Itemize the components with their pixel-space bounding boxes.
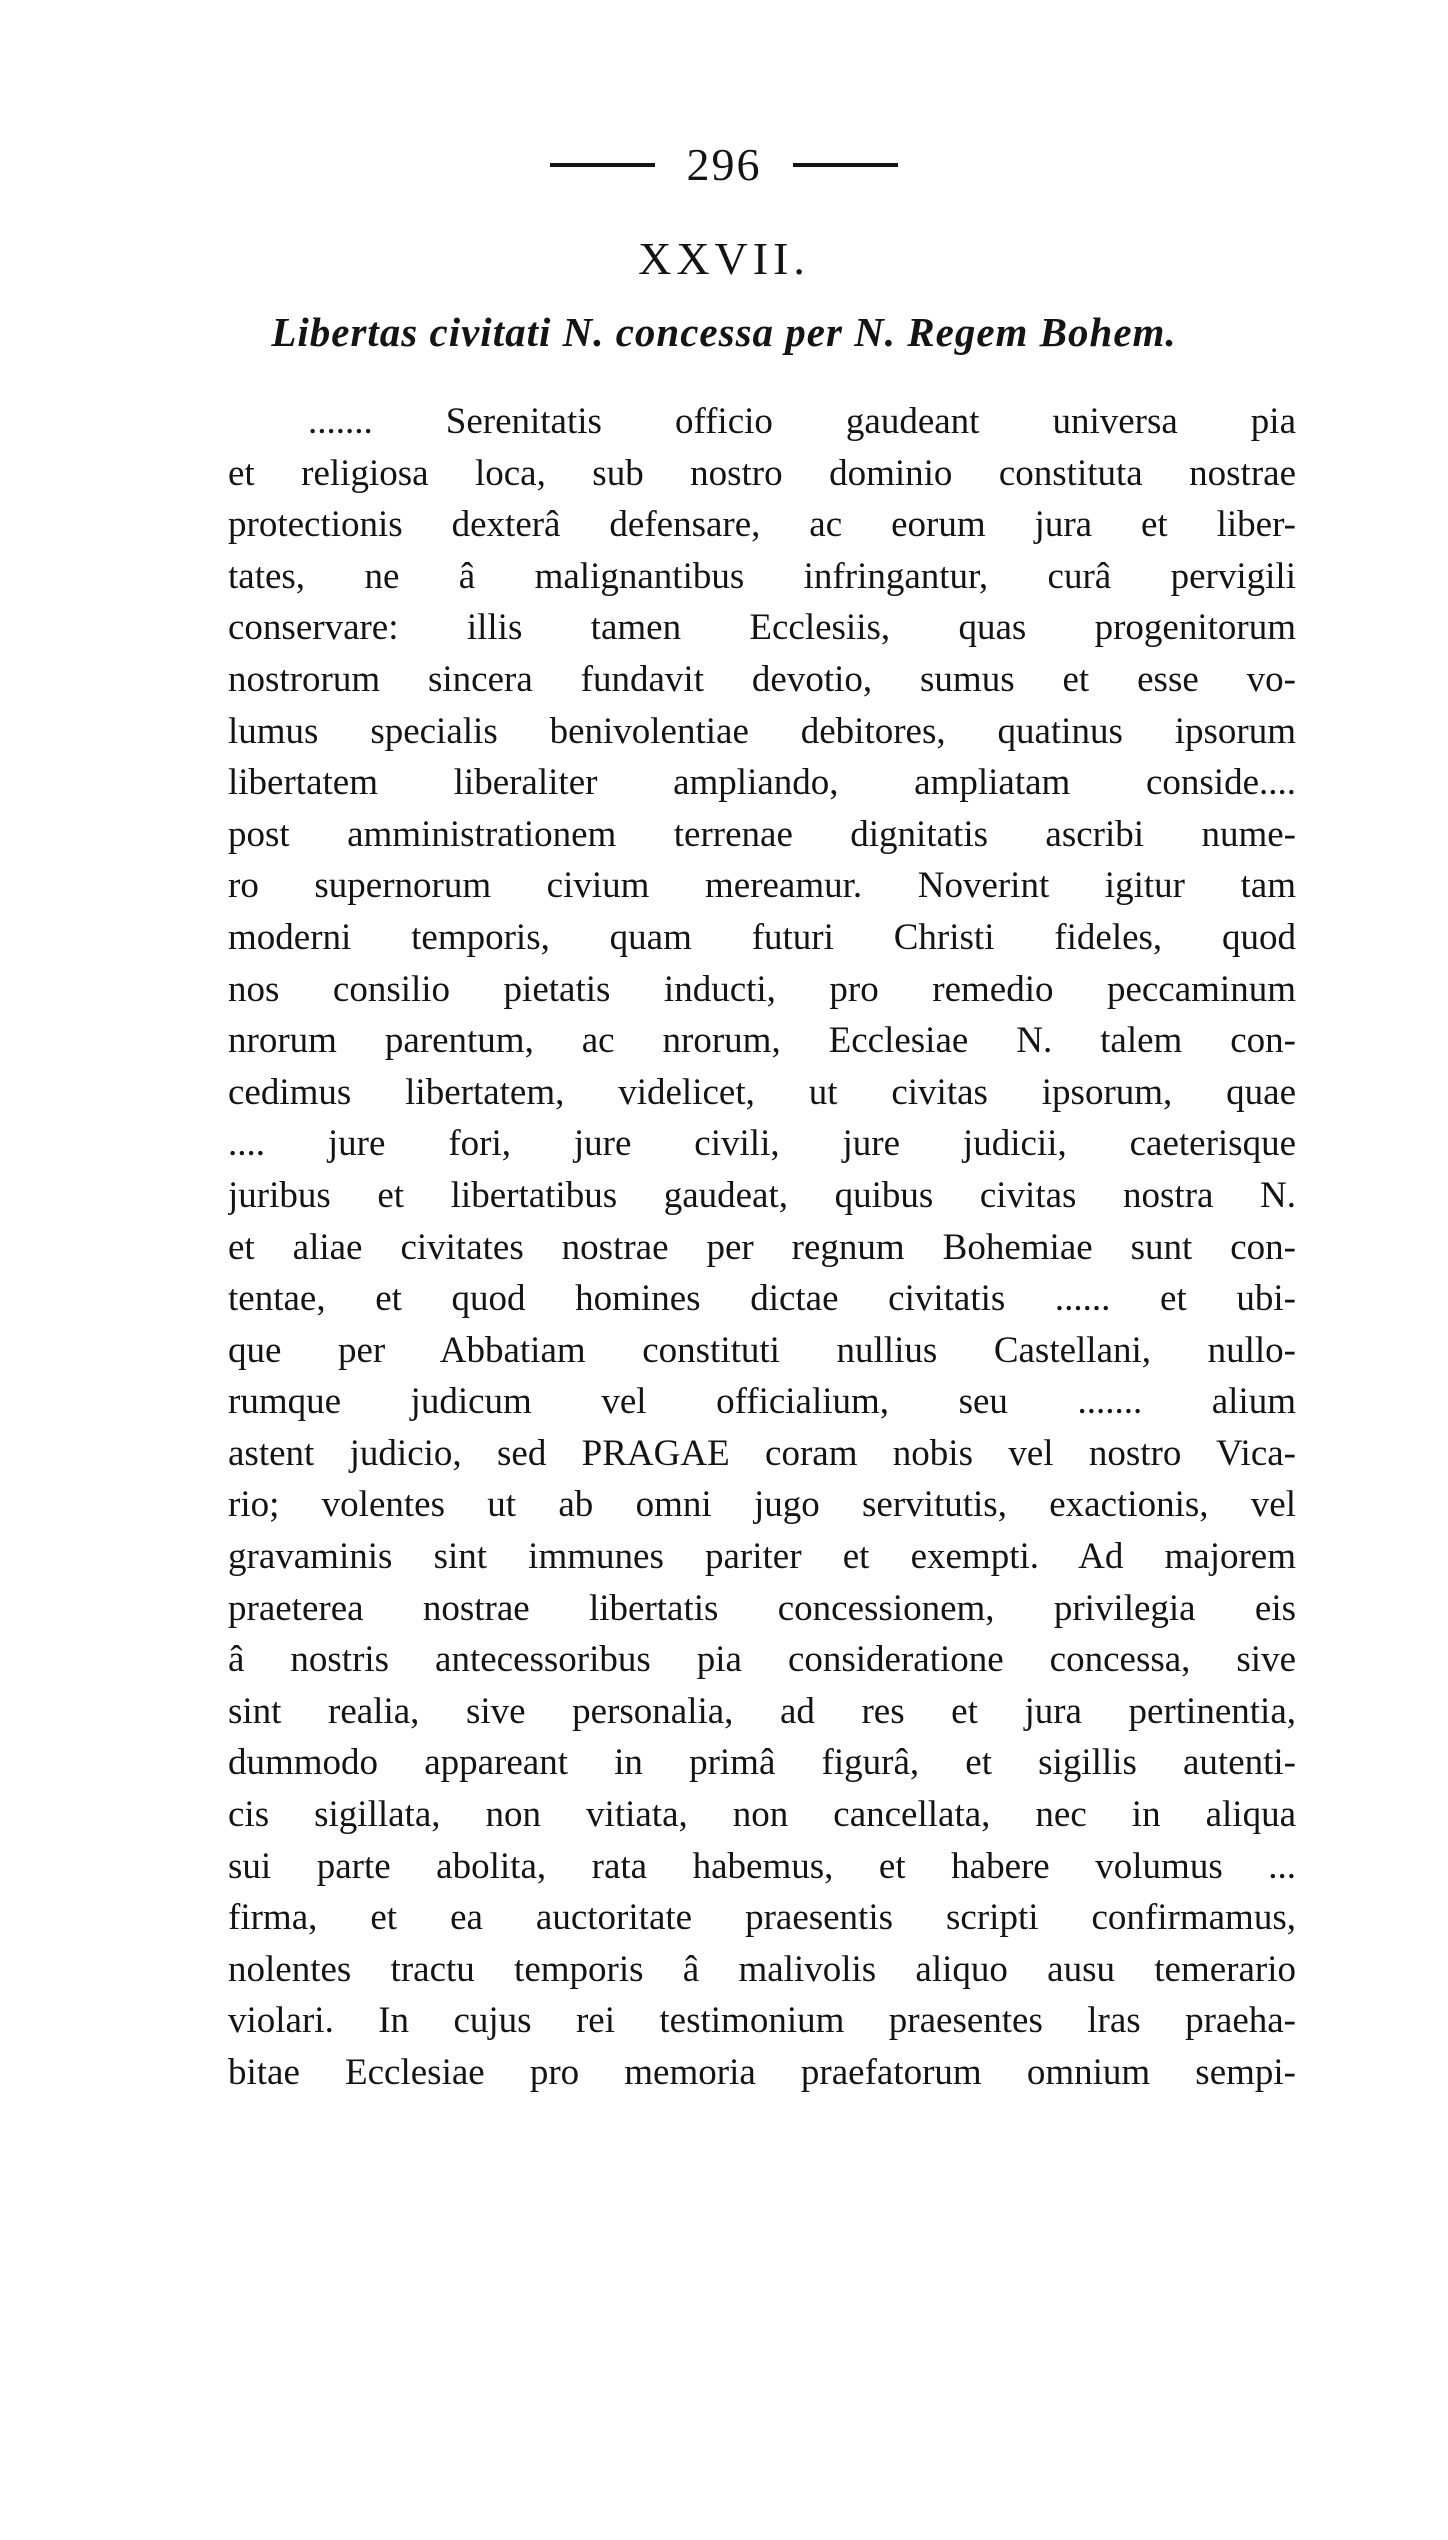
text-line: sui parte abolita, rata habemus, et habere volumus ... — [228, 1845, 1296, 1887]
text-line: juribus et libertatibus gaudeat, quibus civitas nostra N. — [228, 1174, 1296, 1216]
text-line: nostrorum sincera fundavit devotio, sumus et esse vo- — [228, 658, 1296, 700]
text-line: praeterea nostrae libertatis concessionem, privilegia eis — [228, 1587, 1296, 1629]
text-line: tates, ne â malignantibus infringantur, curâ pervigili — [228, 555, 1296, 597]
text-line: firma, et ea auctoritate praesentis scripti confirmamus, — [228, 1897, 1296, 1939]
text-line: conservare: illis tamen Ecclesiis, quas progenitorum — [228, 607, 1296, 649]
document-number: XXVII. — [638, 233, 810, 284]
text-line: libertatem liberaliter ampliando, ampliatam conside.... — [228, 762, 1296, 804]
text-line: astent judicio, sed PRAGAE coram nobis vel nostro Vica- — [228, 1432, 1296, 1474]
text-line: gravaminis sint immunes pariter et exempti. Ad majorem — [228, 1536, 1296, 1578]
text-line: et aliae civitates nostrae per regnum Bohemiae sunt con- — [228, 1226, 1296, 1268]
text-line: nos consilio pietatis inducti, pro remedio peccaminum — [228, 968, 1296, 1010]
text-line: post amministrationem terrenae dignitatis ascribi nume- — [228, 813, 1296, 855]
text-line: ro supernorum civium mereamur. Noverint igitur tam — [228, 865, 1296, 907]
text-line: ....... Serenitatis officio gaudeant universa pia — [308, 401, 1296, 442]
text-line: violari. In cujus rei testimonium praesentes lras praeha- — [228, 2000, 1296, 2042]
text-line: sint realia, sive personalia, ad res et jura pertinentia, — [228, 1690, 1296, 1732]
text-line: nolentes tractu temporis â malivolis aliquo ausu temerario — [228, 1948, 1296, 1990]
text-line: protectionis dexterâ defensare, ac eorum jura et liber- — [228, 504, 1296, 546]
text-line: dummodo appareant in primâ figurâ, et sigillis autenti- — [228, 1742, 1296, 1784]
header-rule-right — [793, 163, 898, 167]
text-line: nrorum parentum, ac nrorum, Ecclesiae N. talem con- — [228, 1020, 1296, 1062]
page-header — [0, 138, 1448, 198]
text-line: bitae Ecclesiae pro memoria praefatorum omnium sempi- — [228, 2052, 1296, 2093]
document-title: Libertas civitati N. concessa per N. Regem Bohem. — [271, 309, 1177, 355]
text-line: cis sigillata, non vitiata, non cancellata, nec in aliqua — [228, 1794, 1296, 1836]
text-line: â nostris antecessoribus pia consideratione concessa, sive — [228, 1639, 1296, 1681]
header-rule-left — [550, 163, 655, 167]
body-text — [228, 396, 1296, 2099]
page-number: 296 — [686, 139, 762, 190]
text-line: moderni temporis, quam futuri Christi fideles, quod — [228, 916, 1296, 958]
text-line: lumus specialis benivolentiae debitores, quatinus ipsorum — [228, 710, 1296, 752]
text-line: que per Abbatiam constituti nullius Castellani, nullo- — [228, 1329, 1296, 1371]
text-line: rio; volentes ut ab omni jugo servitutis, exactionis, vel — [228, 1484, 1296, 1526]
text-line: tentae, et quod homines dictae civitatis ...... et ubi- — [228, 1278, 1296, 1320]
text-line: cedimus libertatem, videlicet, ut civitas ipsorum, quae — [228, 1071, 1296, 1113]
text-line: .... jure fori, jure civili, jure judicii, caeterisque — [228, 1123, 1296, 1165]
text-line: rumque judicum vel officialium, seu ....... alium — [228, 1381, 1296, 1423]
text-line: et religiosa loca, sub nostro dominio constituta nostrae — [228, 452, 1296, 494]
